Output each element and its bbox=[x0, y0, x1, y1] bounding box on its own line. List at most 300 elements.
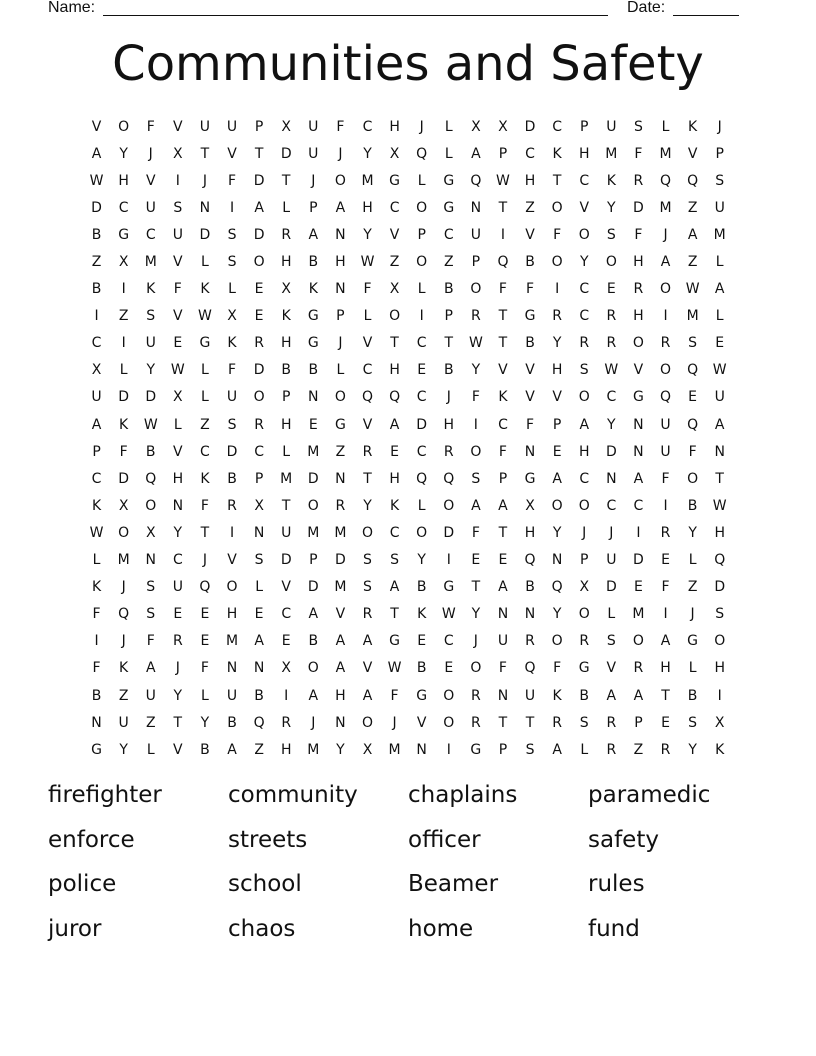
grid-letter: C bbox=[552, 118, 563, 135]
grid-letter: X bbox=[389, 281, 400, 298]
grid-letter: N bbox=[172, 497, 184, 514]
word-bank-item: chaplains bbox=[408, 782, 518, 808]
grid-letter: B bbox=[145, 443, 156, 460]
grid-letter: L bbox=[688, 660, 697, 677]
grid-letter: P bbox=[309, 199, 318, 216]
grid-letter: A bbox=[308, 687, 319, 704]
grid-letter: F bbox=[471, 524, 480, 541]
grid-letter: V bbox=[498, 362, 508, 379]
grid-letter: V bbox=[145, 172, 156, 189]
grid-letter: H bbox=[389, 362, 400, 379]
grid-letter: D bbox=[118, 470, 130, 487]
grid-letter: G bbox=[389, 172, 400, 189]
grid-letter: D bbox=[605, 443, 617, 460]
grid-letter: F bbox=[634, 226, 643, 243]
grid-letter: V bbox=[227, 552, 237, 569]
grid-letter: W bbox=[712, 497, 727, 514]
grid-letter: D bbox=[145, 389, 157, 406]
grid-letter: I bbox=[284, 687, 289, 704]
grid-letter: V bbox=[416, 714, 427, 731]
grid-letter: D bbox=[253, 362, 265, 379]
grid-letter: B bbox=[416, 660, 427, 677]
grid-letter: R bbox=[606, 335, 617, 352]
grid-letter: I bbox=[473, 416, 478, 433]
grid-letter: X bbox=[227, 308, 237, 325]
grid-letter: O bbox=[687, 470, 699, 487]
grid-letter: E bbox=[444, 660, 454, 677]
grid-letter: D bbox=[307, 579, 319, 596]
grid-letter: J bbox=[582, 524, 587, 541]
grid-letter: D bbox=[605, 579, 617, 596]
grid-letter: M bbox=[388, 741, 401, 758]
grid-letter: J bbox=[121, 633, 126, 650]
grid-letter: F bbox=[526, 281, 535, 298]
grid-letter: J bbox=[609, 524, 614, 541]
grid-letter: P bbox=[254, 118, 264, 135]
grid-letter: E bbox=[308, 416, 318, 433]
grid-letter: K bbox=[200, 281, 210, 298]
grid-letter: K bbox=[227, 335, 237, 352]
grid-letter: J bbox=[419, 118, 424, 135]
word-bank-item: Beamer bbox=[408, 871, 499, 897]
grid-letter: B bbox=[200, 741, 210, 758]
grid-letter: H bbox=[714, 660, 725, 677]
grid-letter: B bbox=[443, 362, 454, 379]
grid-letter: L bbox=[661, 118, 670, 135]
grid-letter: D bbox=[91, 199, 102, 216]
grid-letter: H bbox=[280, 416, 292, 433]
grid-letter: A bbox=[498, 579, 508, 596]
grid-letter: P bbox=[336, 308, 345, 325]
grid-letter: O bbox=[416, 199, 428, 216]
grid-letter: J bbox=[202, 552, 207, 569]
grid-letter: F bbox=[92, 660, 101, 677]
grid-letter: U bbox=[145, 199, 156, 216]
grid-letter: X bbox=[173, 389, 183, 406]
grid-letter: U bbox=[226, 389, 238, 406]
grid-letter: J bbox=[717, 118, 722, 135]
grid-letter: N bbox=[497, 687, 509, 704]
grid-letter: A bbox=[254, 199, 264, 216]
grid-letter: J bbox=[338, 335, 343, 352]
grid-letter: U bbox=[172, 579, 183, 596]
grid-letter: V bbox=[227, 145, 237, 162]
grid-letter: F bbox=[200, 497, 209, 514]
grid-letter: D bbox=[633, 199, 644, 216]
grid-letter: R bbox=[362, 606, 373, 623]
grid-letter: L bbox=[201, 362, 209, 379]
grid-letter: F bbox=[390, 687, 399, 704]
grid-letter: N bbox=[633, 416, 644, 433]
grid-letter: X bbox=[389, 145, 400, 162]
grid-letter: Y bbox=[336, 741, 345, 758]
grid-letter: E bbox=[606, 281, 616, 298]
grid-letter: X bbox=[281, 660, 291, 677]
grid-letter: F bbox=[553, 660, 562, 677]
grid-letter: S bbox=[715, 606, 725, 623]
grid-letter: I bbox=[94, 633, 99, 650]
grid-letter: G bbox=[578, 660, 590, 677]
grid-letter: K bbox=[552, 687, 562, 704]
grid-letter: C bbox=[606, 497, 617, 514]
grid-letter: C bbox=[200, 443, 210, 460]
grid-letter: I bbox=[121, 281, 126, 298]
grid-letter: Y bbox=[417, 552, 426, 569]
grid-letter: Z bbox=[389, 254, 400, 271]
grid-letter: B bbox=[416, 579, 427, 596]
grid-letter: Y bbox=[552, 335, 562, 352]
grid-letter: Q bbox=[660, 389, 672, 406]
grid-letter: B bbox=[91, 687, 102, 704]
grid-letter: R bbox=[606, 308, 617, 325]
grid-letter: Y bbox=[173, 687, 183, 704]
grid-letter: C bbox=[443, 633, 454, 650]
grid-letter: D bbox=[633, 552, 644, 569]
grid-letter: Q bbox=[361, 389, 373, 406]
grid-letter: U bbox=[199, 118, 211, 135]
grid-letter: X bbox=[281, 281, 291, 298]
grid-letter: M bbox=[632, 606, 645, 623]
grid-letter: O bbox=[307, 497, 319, 514]
grid-letter: T bbox=[525, 714, 535, 731]
grid-letter: U bbox=[226, 118, 238, 135]
grid-letter: F bbox=[200, 660, 209, 677]
grid-letter: H bbox=[335, 254, 346, 271]
grid-letter: S bbox=[146, 606, 156, 623]
grid-letter: Q bbox=[145, 470, 157, 487]
grid-letter: A bbox=[389, 416, 400, 433]
grid-letter: O bbox=[632, 335, 644, 352]
grid-letter: B bbox=[227, 714, 237, 731]
word-bank-item: streets bbox=[228, 826, 308, 853]
grid-letter: U bbox=[660, 416, 671, 433]
grid-letter: Q bbox=[199, 579, 211, 596]
grid-letter: N bbox=[335, 281, 346, 298]
grid-letter: R bbox=[579, 335, 590, 352]
grid-letter: J bbox=[121, 579, 126, 596]
grid-letter: F bbox=[498, 660, 507, 677]
grid-letter: B bbox=[308, 362, 319, 379]
grid-letter: C bbox=[498, 416, 508, 433]
grid-letter: L bbox=[282, 443, 291, 460]
grid-letter: O bbox=[334, 389, 346, 406]
grid-letter: S bbox=[525, 741, 535, 758]
grid-letter: A bbox=[335, 199, 346, 216]
grid-letter: F bbox=[363, 281, 372, 298]
grid-letter: H bbox=[714, 524, 725, 541]
grid-letter: G bbox=[443, 579, 455, 596]
grid-letter: R bbox=[660, 335, 671, 352]
grid-letter: J bbox=[311, 714, 316, 731]
word-bank-item: enforce bbox=[48, 826, 135, 853]
grid-letter: O bbox=[443, 714, 455, 731]
grid-letter: Q bbox=[416, 145, 428, 162]
grid-letter: S bbox=[227, 416, 237, 433]
grid-letter: Y bbox=[607, 199, 616, 216]
grid-letter: C bbox=[443, 226, 454, 243]
grid-letter: E bbox=[417, 362, 427, 379]
grid-letter: P bbox=[498, 145, 508, 162]
grid-letter: L bbox=[417, 497, 426, 514]
grid-letter: M bbox=[225, 633, 239, 650]
grid-letter: N bbox=[335, 714, 346, 731]
grid-letter: M bbox=[605, 145, 618, 162]
grid-letter: W bbox=[170, 362, 185, 379]
grid-letter: Y bbox=[471, 362, 481, 379]
grid-letter: O bbox=[118, 524, 130, 541]
grid-letter: O bbox=[551, 199, 563, 216]
grid-letter: D bbox=[118, 389, 130, 406]
grid-letter: Y bbox=[363, 497, 372, 514]
grid-letter: P bbox=[471, 254, 481, 271]
grid-letter: Y bbox=[146, 362, 156, 379]
grid-letter: A bbox=[633, 470, 644, 487]
grid-letter: U bbox=[714, 389, 725, 406]
grid-letter: R bbox=[552, 714, 562, 731]
grid-letter: R bbox=[281, 714, 292, 731]
grid-letter: O bbox=[253, 389, 265, 406]
word-bank-item: officer bbox=[408, 826, 481, 853]
grid-letter: N bbox=[145, 552, 156, 569]
grid-letter: A bbox=[389, 579, 400, 596]
grid-letter: C bbox=[362, 362, 373, 379]
grid-letter: O bbox=[307, 660, 319, 677]
grid-letter: F bbox=[227, 172, 237, 189]
grid-letter: F bbox=[498, 443, 507, 460]
grid-letter: L bbox=[580, 741, 589, 758]
grid-letter: L bbox=[417, 281, 426, 298]
grid-letter: U bbox=[172, 226, 183, 243]
grid-letter: L bbox=[444, 145, 453, 162]
grid-letter: W bbox=[198, 308, 212, 325]
grid-letter: N bbox=[714, 443, 725, 460]
grid-letter: R bbox=[227, 497, 237, 514]
grid-letter: V bbox=[173, 118, 183, 135]
grid-letter: Y bbox=[688, 524, 697, 541]
grid-letter: R bbox=[633, 660, 644, 677]
grid-letter: E bbox=[254, 281, 264, 298]
grid-letter: W bbox=[685, 281, 700, 298]
date-line bbox=[673, 15, 739, 16]
grid-letter: A bbox=[254, 633, 264, 650]
grid-letter: O bbox=[578, 606, 590, 623]
grid-letter: K bbox=[715, 741, 725, 758]
word-bank-item: fund bbox=[588, 915, 640, 942]
grid-letter: M bbox=[334, 524, 347, 541]
grid-letter: J bbox=[311, 172, 316, 189]
grid-letter: O bbox=[660, 281, 672, 298]
grid-letter: E bbox=[498, 552, 508, 569]
grid-letter: H bbox=[524, 172, 536, 189]
grid-letter: S bbox=[606, 226, 616, 243]
grid-letter: D bbox=[253, 172, 265, 189]
grid-letter: A bbox=[227, 741, 237, 758]
grid-letter: C bbox=[389, 199, 400, 216]
grid-letter: S bbox=[688, 714, 698, 731]
grid-letter: A bbox=[498, 497, 508, 514]
grid-letter: G bbox=[524, 308, 536, 325]
grid-letter: V bbox=[281, 579, 291, 596]
grid-letter: B bbox=[308, 254, 319, 271]
grid-letter: I bbox=[636, 524, 641, 541]
grid-letter: E bbox=[390, 443, 399, 460]
grid-letter: I bbox=[500, 226, 506, 243]
grid-letter: O bbox=[578, 497, 590, 514]
grid-letter: U bbox=[497, 633, 509, 650]
grid-letter: U bbox=[470, 226, 481, 243]
grid-letter: D bbox=[280, 145, 292, 162]
grid-letter: A bbox=[362, 633, 373, 650]
grid-letter: Q bbox=[660, 172, 672, 189]
grid-letter: E bbox=[471, 552, 481, 569]
grid-letter: D bbox=[335, 552, 346, 569]
grid-letter: C bbox=[606, 389, 617, 406]
grid-letter: M bbox=[280, 470, 293, 487]
grid-letter: S bbox=[633, 118, 643, 135]
grid-letter: X bbox=[118, 254, 129, 271]
grid-letter: N bbox=[497, 606, 509, 623]
grid-letter: D bbox=[253, 226, 265, 243]
grid-letter: W bbox=[89, 172, 104, 189]
grid-letter: L bbox=[336, 362, 345, 379]
grid-letter: V bbox=[173, 308, 183, 325]
grid-letter: Z bbox=[687, 254, 698, 271]
grid-letter: H bbox=[660, 660, 671, 677]
grid-letter: K bbox=[498, 389, 508, 406]
grid-letter: Q bbox=[118, 606, 130, 623]
grid-letter: E bbox=[661, 552, 670, 569]
grid-letter: W bbox=[604, 362, 619, 379]
grid-letter: V bbox=[552, 389, 562, 406]
grid-letter: T bbox=[281, 497, 291, 514]
grid-letter: Q bbox=[687, 362, 699, 379]
grid-letter: V bbox=[173, 741, 183, 758]
grid-letter: U bbox=[145, 335, 156, 352]
grid-letter: E bbox=[715, 335, 725, 352]
grid-letter: K bbox=[417, 606, 427, 623]
grid-letter: I bbox=[94, 308, 99, 325]
grid-letter: P bbox=[552, 416, 562, 433]
grid-letter: O bbox=[389, 308, 401, 325]
grid-letter: Z bbox=[525, 199, 535, 216]
grid-letter: M bbox=[117, 552, 130, 569]
grid-letter: Q bbox=[497, 254, 509, 271]
grid-letter: L bbox=[173, 416, 182, 433]
grid-letter: Y bbox=[119, 145, 128, 162]
grid-letter: T bbox=[498, 524, 508, 541]
grid-letter: U bbox=[606, 118, 617, 135]
grid-letter: G bbox=[334, 416, 346, 433]
grid-letter: F bbox=[119, 443, 128, 460]
name-line bbox=[103, 15, 608, 16]
grid-letter: W bbox=[712, 362, 727, 379]
grid-letter: T bbox=[498, 308, 508, 325]
grid-letter: A bbox=[660, 633, 671, 650]
grid-letter: W bbox=[441, 606, 456, 623]
grid-letter: G bbox=[91, 741, 102, 758]
grid-letter: F bbox=[471, 389, 480, 406]
grid-letter: C bbox=[416, 443, 427, 460]
grid-letter: U bbox=[660, 443, 671, 460]
word-bank-item: rules bbox=[588, 871, 645, 897]
grid-letter: G bbox=[443, 199, 455, 216]
grid-letter: O bbox=[145, 497, 157, 514]
grid-letter: W bbox=[89, 524, 104, 541]
grid-letter: I bbox=[121, 335, 126, 352]
grid-letter: D bbox=[443, 524, 455, 541]
grid-letter: L bbox=[228, 281, 236, 298]
grid-letter: P bbox=[580, 118, 589, 135]
grid-letter: M bbox=[659, 199, 672, 216]
word-bank-item: community bbox=[228, 782, 358, 808]
grid-letter: T bbox=[254, 145, 264, 162]
grid-letter: O bbox=[443, 497, 455, 514]
grid-letter: X bbox=[118, 497, 129, 514]
grid-letter: W bbox=[496, 172, 510, 189]
word-bank-item: police bbox=[48, 871, 117, 897]
grid-letter: B bbox=[525, 579, 535, 596]
grid-letter: J bbox=[392, 714, 397, 731]
grid-letter: M bbox=[686, 308, 699, 325]
word-bank-item: paramedic bbox=[588, 782, 711, 808]
grid-letter: R bbox=[335, 497, 346, 514]
grid-letter: N bbox=[335, 470, 346, 487]
grid-letter: E bbox=[173, 335, 183, 352]
grid-letter: T bbox=[390, 606, 399, 623]
grid-letter: R bbox=[254, 335, 264, 352]
grid-letter: R bbox=[254, 416, 264, 433]
grid-letter: G bbox=[307, 335, 319, 352]
grid-letter: F bbox=[634, 145, 643, 162]
grid-letter: S bbox=[363, 552, 372, 569]
grid-letter: C bbox=[416, 389, 427, 406]
grid-letter: A bbox=[471, 497, 481, 514]
grid-letter: A bbox=[552, 741, 562, 758]
grid-letter: E bbox=[200, 633, 210, 650]
grid-letter: B bbox=[91, 226, 102, 243]
grid-letter: V bbox=[389, 226, 400, 243]
grid-letter: Q bbox=[687, 172, 699, 189]
grid-letter: G bbox=[687, 633, 699, 650]
grid-letter: Y bbox=[119, 741, 128, 758]
word-bank-item: home bbox=[408, 915, 474, 942]
grid-letter: L bbox=[201, 389, 209, 406]
grid-letter: O bbox=[551, 497, 563, 514]
grid-letter: H bbox=[578, 443, 590, 460]
grid-letter: J bbox=[338, 145, 343, 162]
grid-letter: F bbox=[661, 579, 670, 596]
grid-letter: O bbox=[226, 579, 238, 596]
grid-letter: H bbox=[172, 470, 184, 487]
grid-letter: C bbox=[579, 172, 590, 189]
grid-letter: H bbox=[335, 687, 346, 704]
grid-letter: W bbox=[143, 416, 158, 433]
grid-letter: H bbox=[578, 145, 590, 162]
grid-letter: R bbox=[552, 308, 562, 325]
grid-letter: H bbox=[551, 362, 563, 379]
grid-letter: D bbox=[307, 470, 319, 487]
grid-letter: Z bbox=[118, 308, 129, 325]
date-label: Date: bbox=[627, 0, 666, 16]
grid-letter: M bbox=[334, 579, 347, 596]
grid-letter: F bbox=[526, 416, 535, 433]
grid-letter: Y bbox=[552, 524, 562, 541]
grid-letter: L bbox=[363, 308, 372, 325]
letter-grid bbox=[83, 113, 733, 763]
grid-letter: A bbox=[471, 145, 481, 162]
grid-letter: X bbox=[173, 145, 183, 162]
grid-letter: V bbox=[606, 660, 617, 677]
